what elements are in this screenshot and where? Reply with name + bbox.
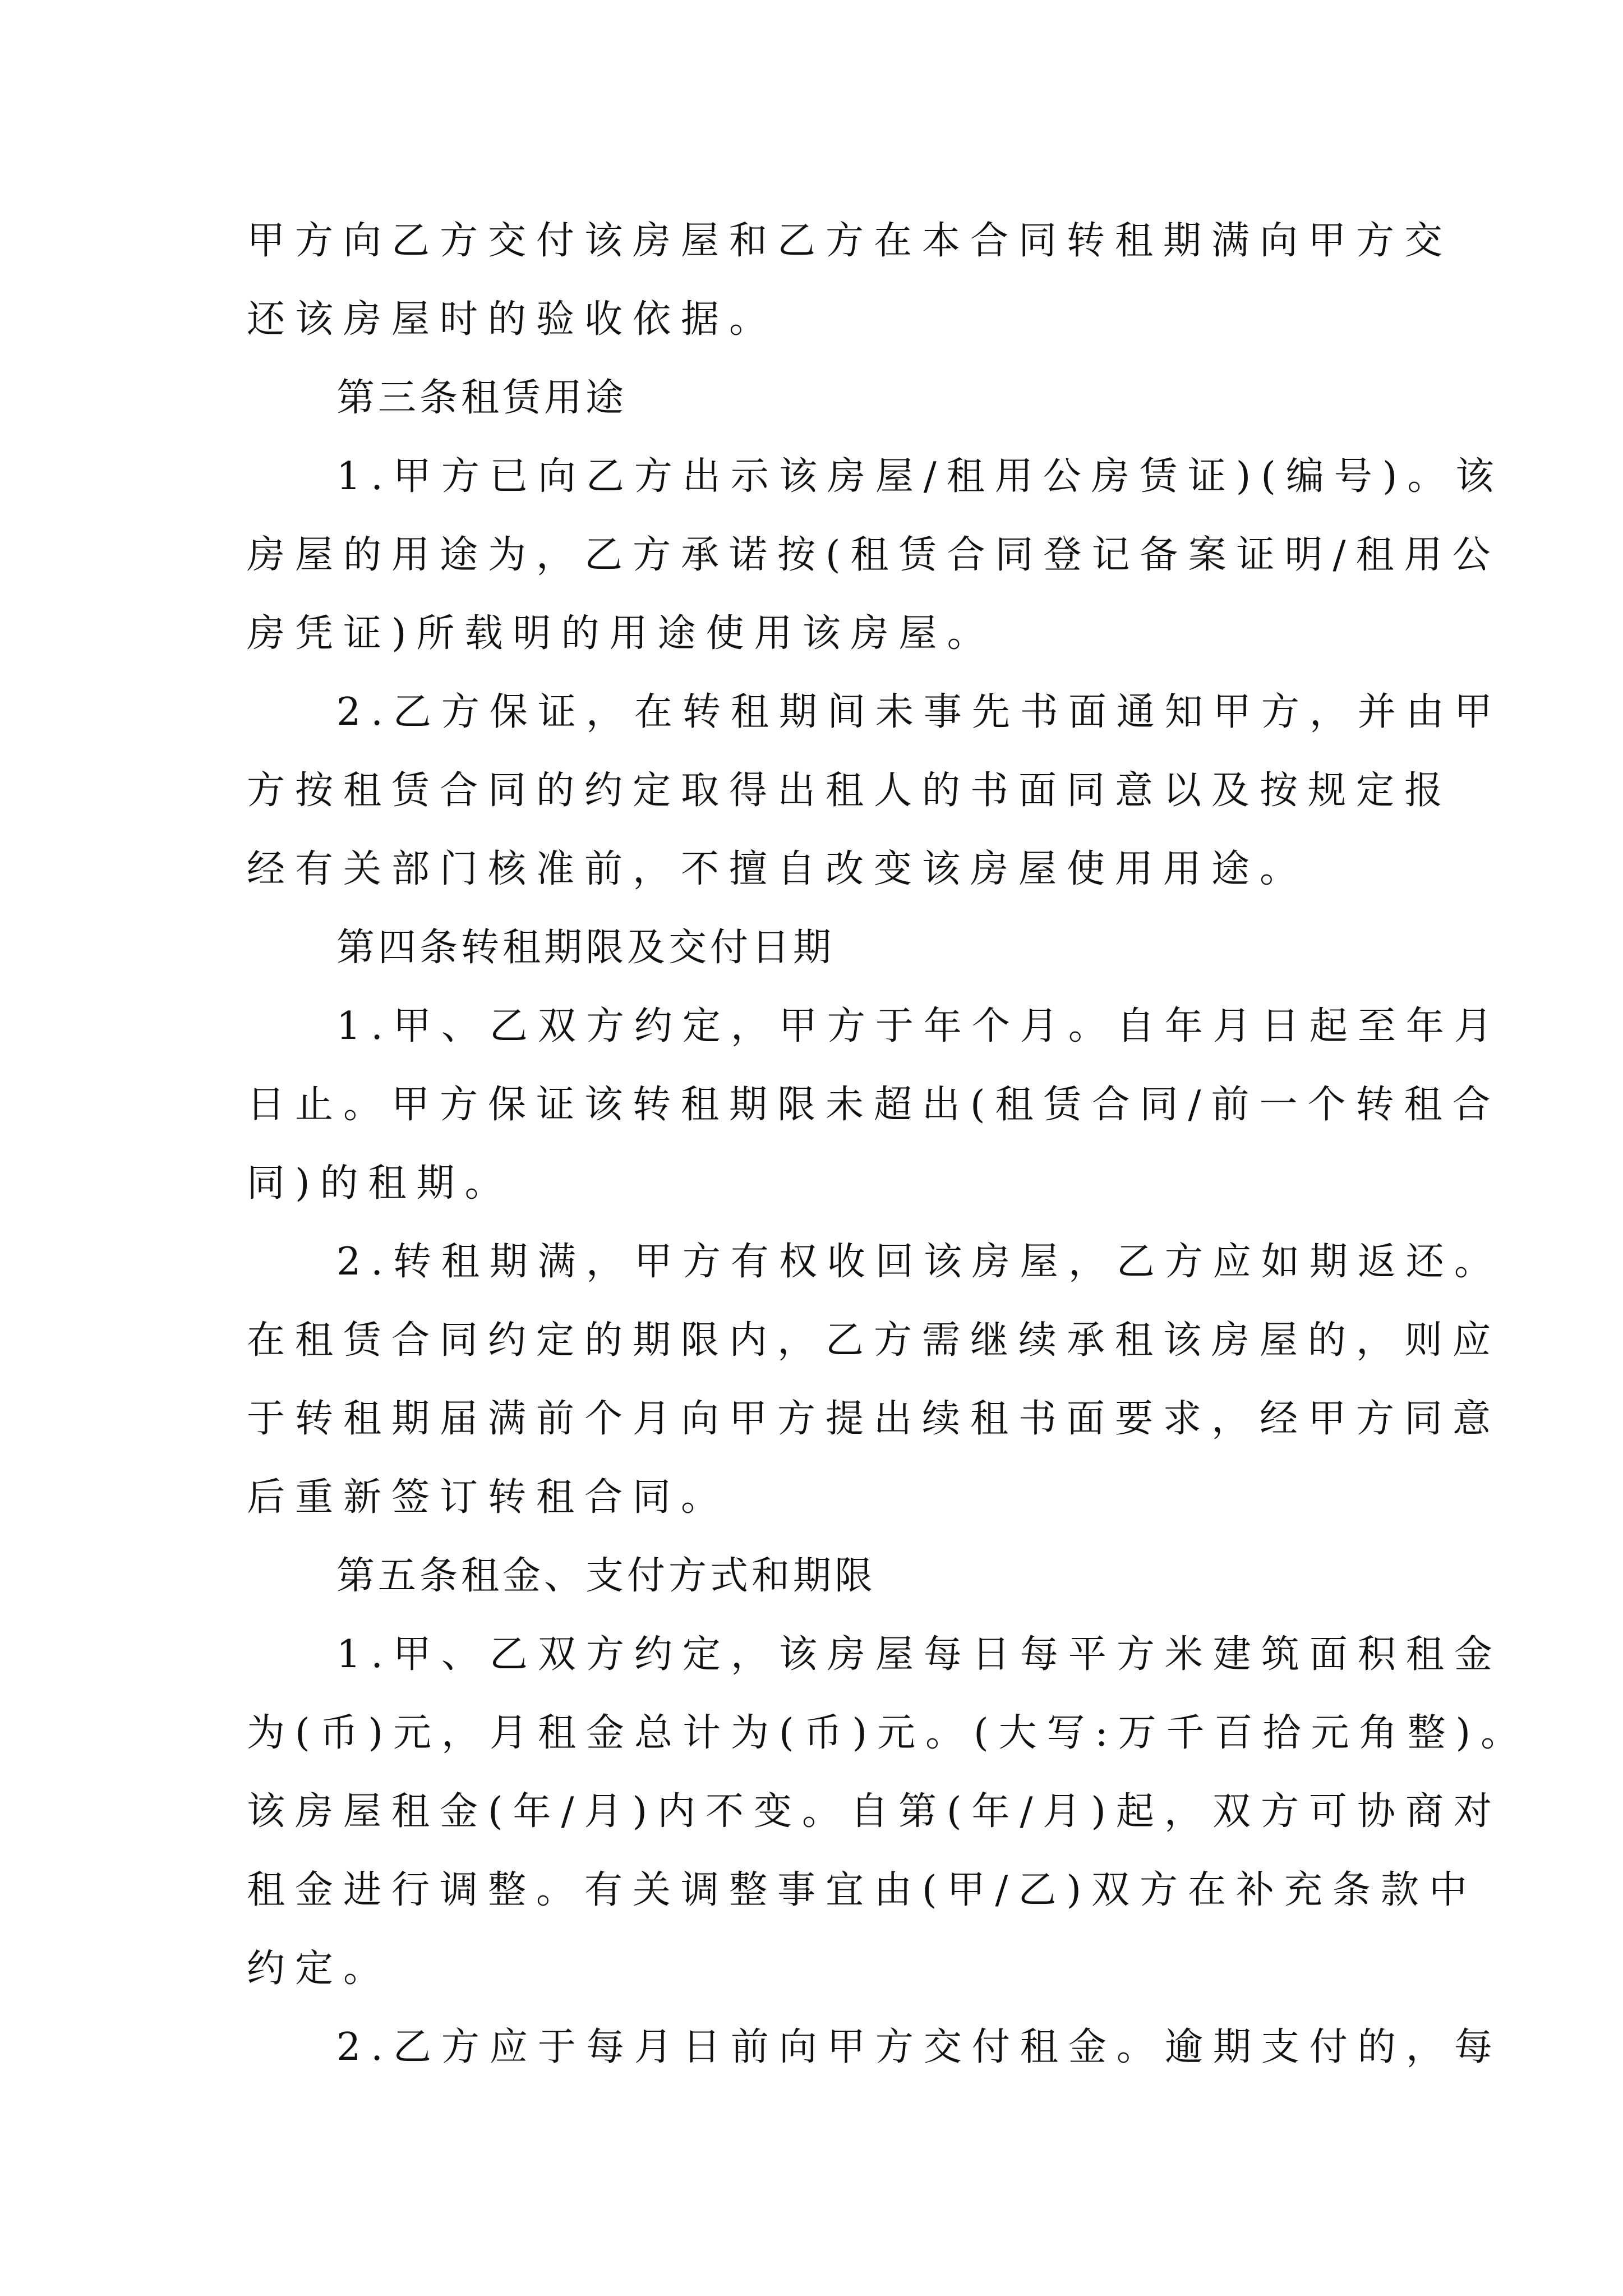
section-heading: 第三条租赁用途 (336, 376, 628, 420)
paragraph-line: 1.甲方已向乙方出示该房屋/租用公房赁证)(编号)。该 (336, 454, 1504, 499)
paragraph-line: 还该房屋时的验收依据。 (247, 297, 778, 342)
paragraph-line: 该房屋租金(年/月)内不变。自第(年/月)起，双方可协商对 (247, 1789, 1502, 1834)
section-heading: 第四条转租期限及交付日期 (336, 926, 835, 970)
paragraph-line: 甲方向乙方交付该房屋和乙方在本合同转租期满向甲方交 (247, 219, 1453, 263)
paragraph-line: 2.乙方应于每月日前向甲方交付租金。逾期支付的，每 (336, 2025, 1502, 2069)
paragraph-line: 2.乙方保证，在转租期间未事先书面通知甲方，并由甲 (336, 690, 1502, 734)
paragraph-line: 日止。甲方保证该转租期限未超出(租赁合同/前一个转租合 (247, 1083, 1501, 1127)
paragraph-line: 约定。 (247, 1947, 392, 1991)
paragraph-line: 后重新签订转租合同。 (247, 1475, 730, 1520)
paragraph-line: 1.甲、乙双方约定，甲方于年个月。自年月日起至年月 (336, 1004, 1502, 1048)
paragraph-line: 2.转租期满，甲方有权收回该房屋，乙方应如期返还。 (336, 1240, 1502, 1284)
paragraph-line: 房凭证)所载明的用途使用该房屋。 (247, 611, 995, 656)
section-heading: 第五条租金、支付方式和期限 (336, 1554, 877, 1598)
contract-text (247, 202, 1529, 2087)
paragraph-line: 方按租赁合同的约定取得出租人的书面同意以及按规定报 (247, 769, 1453, 813)
paragraph-line: 于转租期届满前个月向甲方提出续租书面要求，经甲方同意 (247, 1397, 1501, 1441)
paragraph-line: 经有关部门核准前，不擅自改变该房屋使用用途。 (247, 847, 1308, 891)
paragraph-line: 1.甲、乙双方约定，该房屋每日每平方米建筑面积租金 (336, 1632, 1502, 1677)
paragraph-line: 房屋的用途为，乙方承诺按(租赁合同登记备案证明/租用公 (247, 533, 1501, 577)
paragraph-line: 租金进行调整。有关调整事宜由(甲/乙)双方在补充条款中 (247, 1868, 1477, 1912)
paragraph-line: 为(币)元，月租金总计为(币)元。(大写:万千百拾元角整)。 (247, 1711, 1529, 1755)
paragraph-line: 在租赁合同约定的期限内，乙方需继续承租该房屋的，则应 (247, 1318, 1501, 1363)
paragraph-line: 同)的租期。 (247, 1161, 513, 1205)
